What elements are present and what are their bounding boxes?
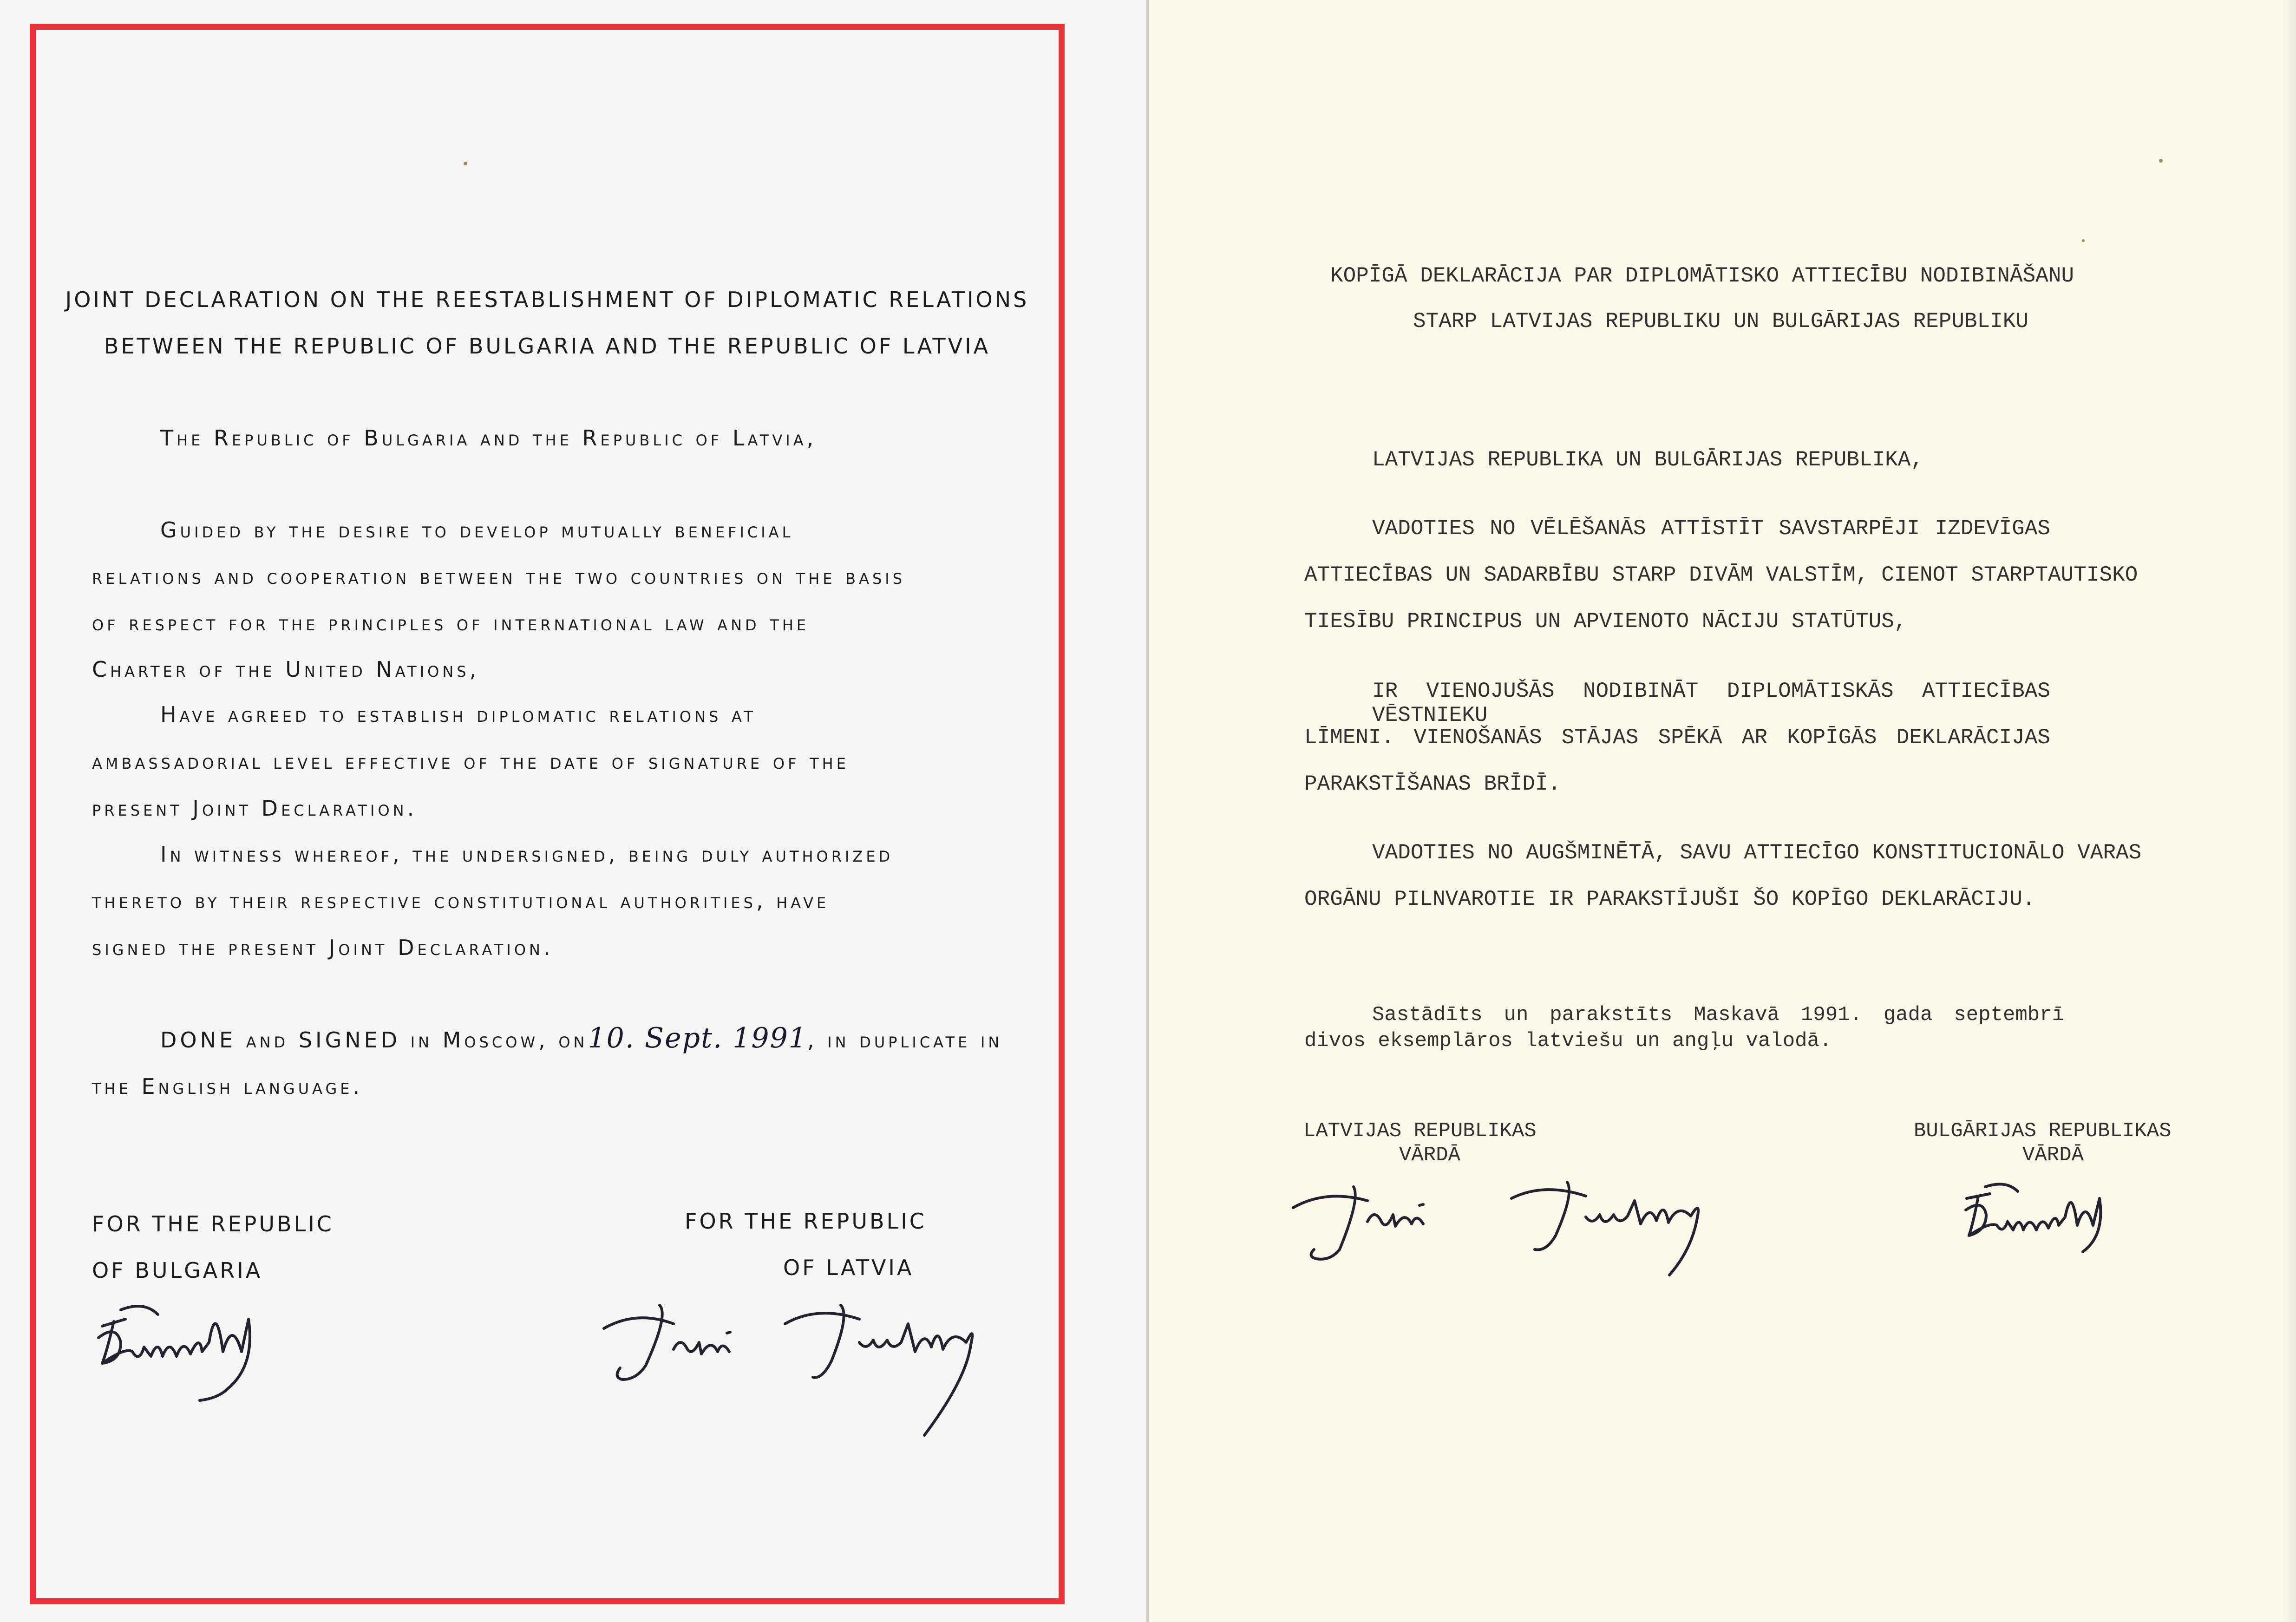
sig-bulgaria-line-1: FOR THE REPUBLIC xyxy=(92,1211,334,1236)
latvian-signature-icon xyxy=(599,1273,1064,1458)
title-line-2: BETWEEN THE REPUBLIC OF BULGARIA AND THE REPUBLIC OF LATVIA xyxy=(104,334,991,359)
lv-para2-line-1: IR VIENOJUŠĀS NODIBINĀT DIPLOMĀTISKĀS ATTIECĪBAS VĒSTNIEKU xyxy=(1372,679,2050,727)
done-line-2: the English language. xyxy=(92,1074,363,1099)
para2-line-1: Have agreed to establish diplomatic relations at xyxy=(160,702,756,727)
lv-para2-line-2: LĪMENI. VIENOŠANĀS STĀJAS SPĒKĀ AR KOPĪGĀS DEKLARĀCIJAS xyxy=(1304,726,2050,750)
para1-line-2: relations and cooperation between the two countries on the basis xyxy=(92,564,906,589)
para1-line-1: Guided by the desire to develop mutually beneficial xyxy=(160,517,794,543)
lv-para2-line-3: PARAKSTĪŠANAS BRĪDĪ. xyxy=(1304,772,1561,796)
handwritten-date: 10. Sept. 1991 xyxy=(588,1022,807,1054)
done-prefix: DONE and SIGNED in Moscow, on xyxy=(160,1027,588,1053)
sig-bulgaria-line-2: OF BULGARIA xyxy=(92,1258,263,1283)
latvian-declaration-page xyxy=(1146,0,2296,1622)
lv-para3-line-1: VADOTIES NO AUGŠMINĒTĀ, SAVU ATTIECĪGO KONSTITUCIONĀLO VARAS xyxy=(1372,841,2142,865)
para1-line-4: Charter of the United Nations, xyxy=(92,657,480,682)
lv-sig-bulgaria-line-1: BULGĀRIJAS REPUBLIKAS xyxy=(1914,1119,2172,1143)
latvian-signature-icon xyxy=(1289,1161,1753,1301)
lv-sig-bulgaria-line-2: VĀRDĀ xyxy=(2022,1144,2084,1167)
lv-para1-line-3: TIESĪBU PRINCIPUS UN APVIENOTO NĀCIJU STATŪTUS, xyxy=(1304,609,1907,634)
parties-line: The Republic of Bulgaria and the Republic of Latvia, xyxy=(160,425,817,451)
lv-title-line-1: KOPĪGĀ DEKLARĀCIJA PAR DIPLOMĀTISKO ATTIECĪBU NODIBINĀŠANU xyxy=(1330,264,2074,288)
title-line-1: JOINT DECLARATION ON THE REESTABLISHMENT OF DIPLOMATIC RELATIONS xyxy=(65,287,1029,312)
para3-line-2: thereto by their respective constitutional authorities, have xyxy=(92,888,830,913)
sig-latvia-line-1: FOR THE REPUBLIC xyxy=(685,1209,927,1234)
done-suffix: , in duplicate in xyxy=(807,1027,1003,1053)
para2-line-2: ambassadorial level effective of the date of signature of the xyxy=(92,749,849,774)
lv-sig-latvia-line-1: LATVIJAS REPUBLIKAS xyxy=(1303,1119,1537,1143)
lv-parties-line: LATVIJAS REPUBLIKA UN BULGĀRIJAS REPUBLIKA, xyxy=(1372,448,1923,472)
done-line-1 xyxy=(160,1022,1002,1054)
paper-speck xyxy=(2082,239,2085,242)
paper-speck xyxy=(2159,159,2163,163)
bulgarian-signature-icon xyxy=(88,1282,376,1412)
lv-para1-line-1: VADOTIES NO VĒLĒŠANĀS ATTĪSTĪT SAVSTARPĒJI IZDEVĪGAS xyxy=(1372,517,2050,541)
lv-para3-line-2: ORGĀNU PILNVAROTIE IR PARAKSTĪJUŠI ŠO KOPĪGO DEKLARĀCIJU. xyxy=(1304,887,2035,911)
sig-latvia-line-2: OF LATVIA xyxy=(783,1255,914,1280)
lv-sig-latvia-line-2: VĀRDĀ xyxy=(1399,1144,1461,1167)
para1-line-3: of respect for the principles of international law and the xyxy=(92,610,810,635)
lv-done-line-2: divos eksemplāros latviešu un angļu valodā. xyxy=(1304,1029,1832,1053)
para3-line-1: In witness whereof, the undersigned, being duly authorized xyxy=(160,842,894,867)
paper-speck xyxy=(464,162,467,165)
para3-line-3: signed the present Joint Declaration. xyxy=(92,935,554,960)
lv-title-line-2: STARP LATVIJAS REPUBLIKU UN BULGĀRIJAS REPUBLIKU xyxy=(1413,309,2029,334)
para2-line-3: present Joint Declaration. xyxy=(92,796,418,821)
bulgarian-signature-icon xyxy=(1957,1171,2199,1263)
english-declaration-page xyxy=(0,0,1146,1622)
lv-para1-line-2: ATTIECĪBAS UN SADARBĪBU STARP DIVĀM VALSTĪM, CIENOT STARPTAUTISKO xyxy=(1304,563,2138,587)
lv-done-line-1: Sastādīts un parakstīts Maskavā 1991. gada septembrī xyxy=(1372,1003,2064,1027)
